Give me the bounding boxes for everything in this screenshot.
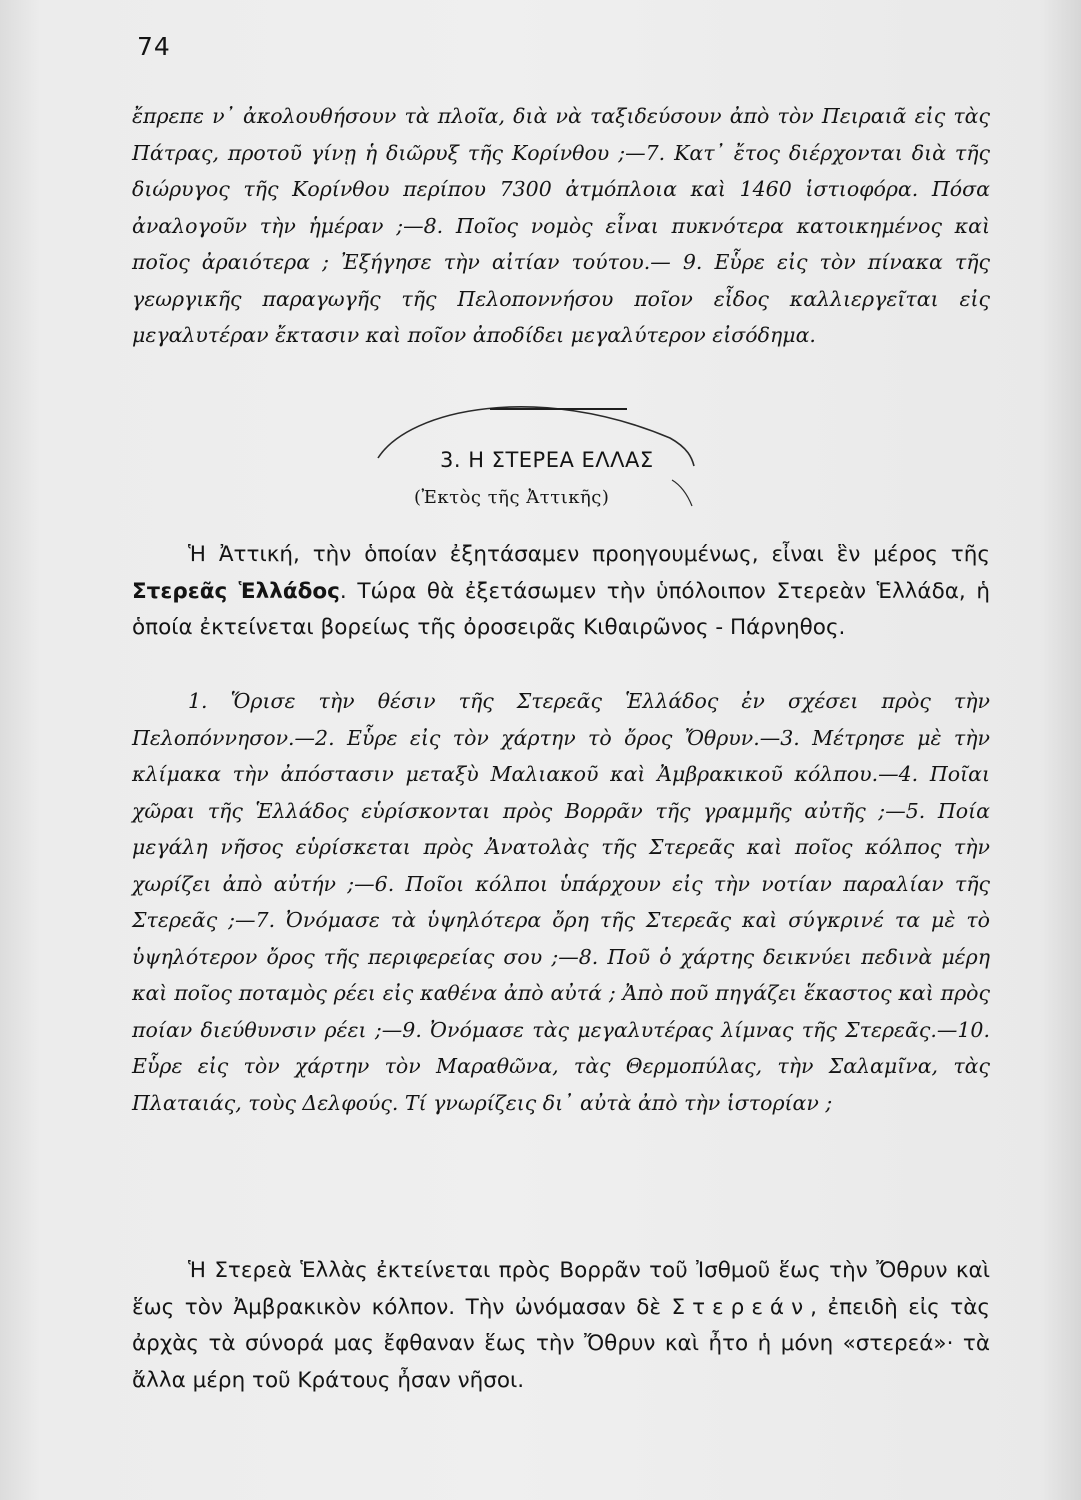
paragraph-text: . Τώρα θὰ ἐξετάσωμεν τὴν ὑπόλοιπον Στερεὰν Ἑλλάδα, ἡ ὁποία ἐκτείνεται βορείως τῆς ὀροσειρᾶς Κιθαιρῶνος - Πάρνηθος. <box>132 578 990 640</box>
bold-term: Στερεᾶς Ἑλλάδος <box>132 578 340 604</box>
paragraph-text: Ἡ Στερεὰ Ἑλλὰς ἐκτείνεται πρὸς Βορρᾶν τοῦ Ἰσθμοῦ ἕως τὴν Ὄθρυν καὶ ἕως τὸν Ἀμβρακικὸν κόλπον. Τὴν ὠνόμασαν δὲ <box>132 1258 990 1320</box>
paragraph-text: , ἐπειδὴ εἰς τὰς ἀρχὰς τὰ σύνορά μας ἔφθαναν ἕως τὴν Ὄθρυν καὶ ἦτο ἡ μόνη «στερεά»· τὰ ἄλλα μέρη τοῦ Κράτους ἦσαν νῆσοι. <box>132 1294 990 1393</box>
spaced-term: Στερεάν <box>671 1294 811 1320</box>
page-number: 74 <box>137 32 171 61</box>
closing-paragraph <box>132 1253 990 1399</box>
section-subheading: (Ἐκτὸς τῆς Ἀττικῆς) <box>414 487 610 508</box>
section-heading: 3. Η ΣΤΕΡΕΑ ΕΛΛΑΣ <box>440 448 654 472</box>
questions-paragraph: 1. Ὅρισε τὴν θέσιν τῆς Στερεᾶς Ἑλλάδος ἐν σχέσει πρὸς τὴν Πελοπόννησον.—2. Εὗρε εἰς τὸν χάρτην τὸ ὄρος Ὄθρυν.—3. Μέτρησε μὲ τὴν κλίμακα τὴν ἀπόστασιν μεταξὺ Μαλιακοῦ καὶ Ἀμβρακικοῦ κόλπου.—4. Ποῖαι χῶραι τῆς Ἑλλάδος εὑρίσκονται πρὸς Βορρᾶν τῆς γραμμῆς αὐτῆς ;—5. Ποία μεγάλη νῆσος εὑρίσκεται πρὸς Ἀνατολὰς τῆς Στερεᾶς καὶ ποῖος κόλπος τὴν χωρίζει ἀπὸ αὐτήν ;—6. Ποῖοι κόλποι ὑπάρχουν εἰς τὴν νοτίαν παραλίαν τῆς Στερεᾶς ;—7. Ὀνόμασε τὰ ὑψηλότερα ὄρη τῆς Στερεᾶς καὶ σύγκρινέ τα μὲ τὸ ὑψηλότερον ὄρος τῆς περιφερείας σου ;—8. Ποῦ ὁ χάρτης δεικνύει πεδινὰ μέρη καὶ ποῖος ποταμὸς ρέει εἰς καθένα ἀπὸ αὐτά ; Ἀπὸ ποῦ πηγάζει ἕκαστος καὶ πρὸς ποίαν διεύθυνσιν ρέει ;—9. Ὀνόμασε τὰς μεγαλυτέρας λίμνας τῆς Στερεᾶς.—10. Εὗρε εἰς τὸν χάρτην τὸν Μαραθῶνα, τὰς Θερμοπύλας, τὴν Σαλαμῖνα, τὰς Πλαταιάς, τοὺς Δελφούς. Τί γνωρίζεις δι᾿ αὐτὰ ἀπὸ τὴν ἱστορίαν ; <box>132 689 990 1115</box>
section-intro-paragraph <box>132 537 990 647</box>
paragraph-text: Ἡ Ἀττική, τὴν ὁποίαν ἐξητάσαμεν προηγουμένως, εἶναι ἓν μέρος τῆς <box>188 542 990 567</box>
intro-paragraph: ἔπρεπε ν᾿ ἀκολουθήσουν τὰ πλοῖα, διὰ νὰ ταξιδεύσουν ἀπὸ τὸν Πειραιᾶ εἰς τὰς Πάτρας, προτοῦ γίνῃ ἡ διῶρυξ τῆς Κορίνθου ;—7. Κατ᾿ ἔτος διέρχονται διὰ τῆς διώρυγος τῆς Κορίνθου περίπου 7300 ἀτμόπλοια καὶ 1460 ἱστιοφόρα. Πόσα ἀναλογοῦν τὴν ἡμέραν ;—8. Ποῖος νομὸς εἶναι πυκνότερα κατοικημένος καὶ ποῖος ἀραιότερα ; Ἐξήγησε τὴν αἰτίαν τούτου.— 9. Εὗρε εἰς τὸν πίνακα τῆς γεωργικῆς παραγωγῆς τῆς Πελοποννήσου ποῖον εἶδος καλλιεργεῖται εἰς μεγαλυτέραν ἔκτασιν καὶ ποῖον ἀποδίδει μεγαλύτερον εἰσόδημα. <box>132 104 990 347</box>
section-divider <box>490 408 627 410</box>
